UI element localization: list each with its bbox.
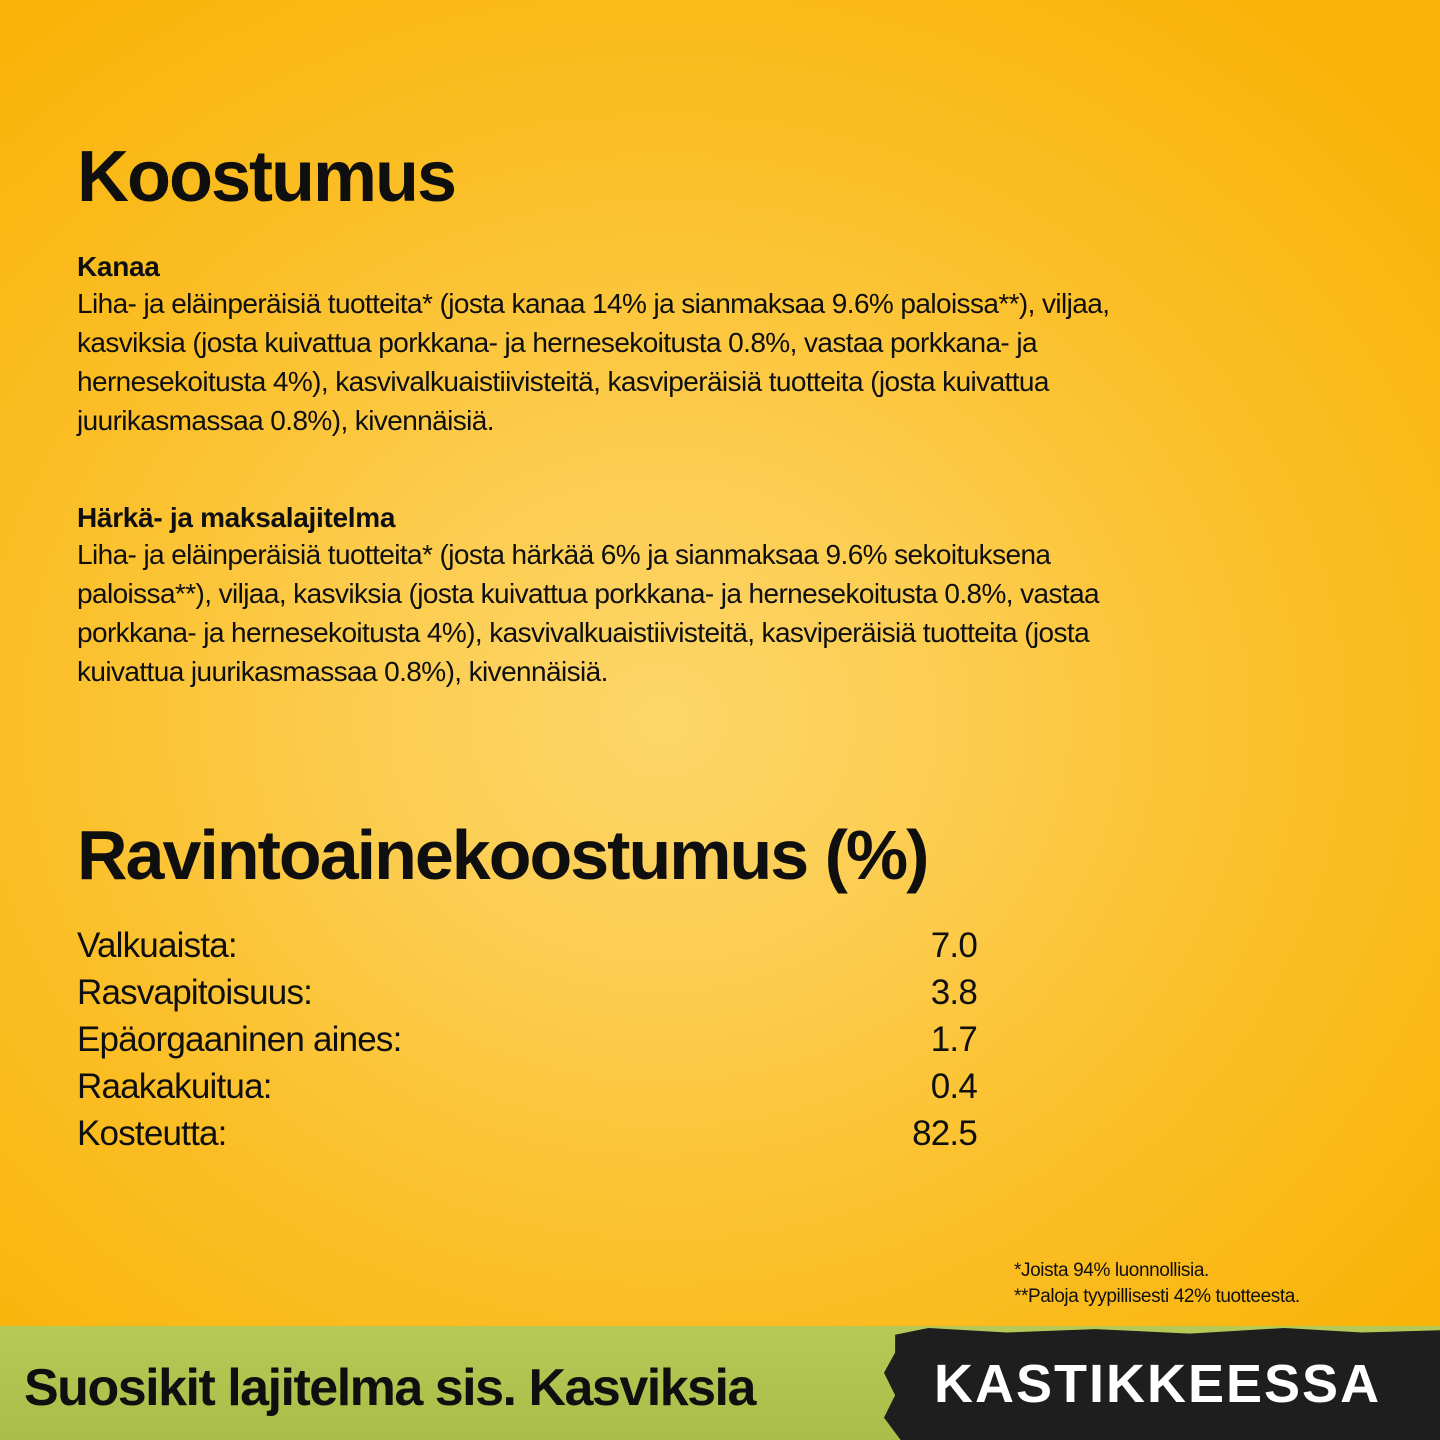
nutrition-row xyxy=(77,1063,977,1110)
nutrition-label: Rasvapitoisuus: xyxy=(77,973,313,1012)
nutrition-row xyxy=(77,1016,977,1063)
nutrition-label: Valkuaista: xyxy=(77,926,237,965)
chicken-text-line: hernesekoitusta 4%), kasvivalkuaistiivisteitä, kasviperäisiä tuotteita (josta kuivattua xyxy=(77,366,1049,397)
product-name: Suosikit lajitelma sis. Kasviksia xyxy=(24,1359,755,1417)
footnote: **Paloja tyypillisesti 42% tuotteesta. xyxy=(1014,1286,1300,1307)
beef-text-line: kuivattua juurikasmassaa 0.8%), kivennäisiä. xyxy=(77,656,608,687)
beef-heading: Härkä- ja maksalajitelma xyxy=(77,502,396,533)
nutrition-value: 3.8 xyxy=(930,973,977,1012)
chicken-text-line: juurikasmassaa 0.8%), kivennäisiä. xyxy=(77,405,494,436)
footnote: *Joista 94% luonnollisia. xyxy=(1014,1260,1209,1281)
nutrition-value: 1.7 xyxy=(930,1020,977,1059)
nutrition-label: Kosteutta: xyxy=(77,1114,227,1153)
nutrition-row xyxy=(77,969,977,1016)
composition-title: Koostumus xyxy=(77,137,455,217)
nutrition-title: Ravintoainekoostumus (%) xyxy=(77,816,928,894)
nutrition-row xyxy=(77,1110,977,1157)
nutrition-row xyxy=(77,922,977,969)
chicken-composition xyxy=(77,250,1367,440)
beef-composition xyxy=(77,501,1367,691)
beef-text-line: porkkana- ja hernesekoitusta 4%), kasvivalkuaistiivisteitä, kasviperäisiä tuotteita (josta xyxy=(77,617,1090,648)
beef-text-line: paloissa**), viljaa, kasviksia (josta kuivattua porkkana- ja hernesekoitusta 0.8%, vastaa xyxy=(77,578,1100,609)
beef-text-line: Liha- ja eläinperäisiä tuotteita* (josta härkää 6% ja sianmaksaa 9.6% sekoituksena xyxy=(77,539,1051,570)
nutrition-label: Raakakuitua: xyxy=(77,1067,272,1106)
chicken-text-line: Liha- ja eläinperäisiä tuotteita* (josta kanaa 14% ja sianmaksaa 9.6% paloissa**), viljaa, xyxy=(77,288,1110,319)
nutrition-value: 82.5 xyxy=(912,1114,977,1153)
nutrition-value: 0.4 xyxy=(930,1067,977,1106)
nutrition-label: Epäorgaaninen aines: xyxy=(77,1020,402,1059)
footnotes xyxy=(1014,1258,1300,1310)
chicken-heading: Kanaa xyxy=(77,251,160,282)
nutrition-value: 7.0 xyxy=(930,926,977,965)
nutrition-table xyxy=(77,922,977,1157)
sauce-badge-label: KASTIKKEESSA xyxy=(934,1354,1382,1414)
chicken-text-line: kasviksia (josta kuivattua porkkana- ja hernesekoitusta 0.8%, vastaa porkkana- ja xyxy=(77,327,1037,358)
